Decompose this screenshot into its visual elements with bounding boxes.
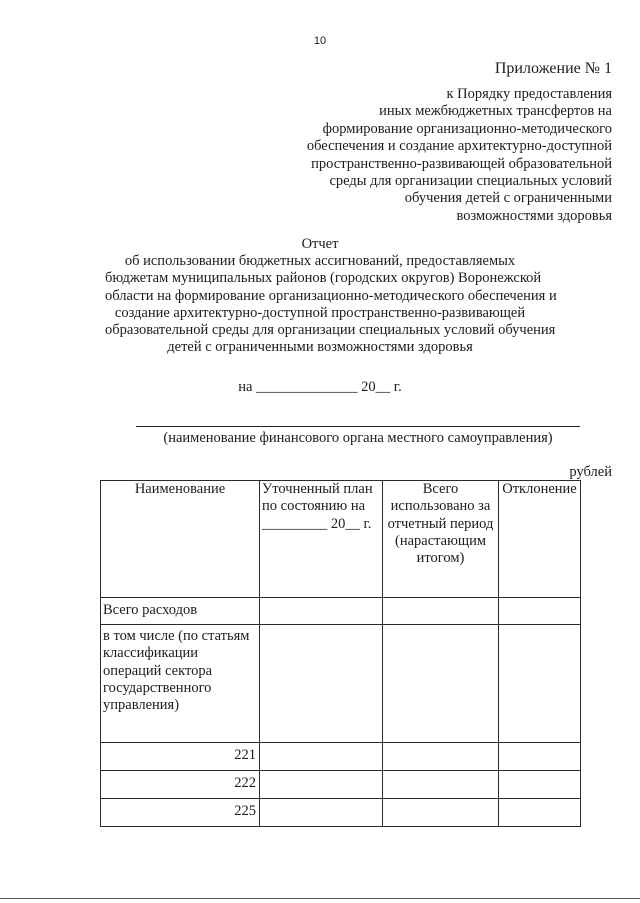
table-row xyxy=(101,771,581,799)
report-heading xyxy=(105,236,557,356)
table-cell xyxy=(499,598,581,625)
appendix-line: возможностями здоровья xyxy=(456,207,612,224)
appendix-text xyxy=(252,86,612,225)
report-table xyxy=(100,480,581,827)
appendix-title: Приложение № 1 xyxy=(494,60,612,77)
org-name-caption: (наименование финансового органа местного самоуправления) xyxy=(163,430,553,446)
row-label-including: в том числе (по статьям классификации операций сектора государственного управления) xyxy=(101,625,260,743)
report-line: образовательной среды для организации специальных условий обучения xyxy=(105,322,556,339)
table-cell xyxy=(383,743,499,771)
table-row xyxy=(101,799,581,827)
report-line: бюджетам муниципальных районов (городских округов) Воронежской xyxy=(105,270,542,287)
table-cell xyxy=(383,598,499,625)
currency-label: рублей xyxy=(569,464,612,480)
table-cell xyxy=(260,771,383,799)
table-cell xyxy=(499,799,581,827)
row-code: 225 xyxy=(101,799,260,827)
appendix-line: обеспечения и создание архитектурно-доступной xyxy=(306,138,612,155)
table-row xyxy=(101,598,581,625)
appendix-line: формирование организационно-методического xyxy=(322,120,612,137)
page-bottom-edge xyxy=(0,898,640,899)
table-header-row xyxy=(101,481,581,598)
org-name-underline xyxy=(136,426,580,427)
table-row xyxy=(101,625,581,743)
appendix-line: обучения детей с ограниченными xyxy=(404,190,612,207)
table-cell xyxy=(260,625,383,743)
table-cell xyxy=(383,799,499,827)
appendix-line: иных межбюджетных трансфертов на xyxy=(379,103,612,120)
appendix-line: среды для организации специальных условий xyxy=(329,173,612,190)
header-deviation: Отклонение xyxy=(499,481,581,598)
report-line: области на формирование организационно-методического обеспечения и xyxy=(105,287,557,304)
table-cell xyxy=(499,625,581,743)
table-cell xyxy=(499,771,581,799)
report-date-line: на ______________ 20__ г. xyxy=(238,379,402,395)
table-cell xyxy=(383,625,499,743)
row-label-total: Всего расходов xyxy=(101,598,260,625)
header-name: Наименование xyxy=(101,481,260,598)
row-code: 221 xyxy=(101,743,260,771)
table-cell xyxy=(499,743,581,771)
row-code: 222 xyxy=(101,771,260,799)
report-title: Отчет xyxy=(301,236,339,252)
appendix-line: к Порядку предоставления xyxy=(446,86,612,102)
report-line: создание архитектурно-доступной пространственно-развивающей xyxy=(114,304,526,321)
report-line: об использовании бюджетных ассигнований, предоставляемых xyxy=(124,253,516,270)
table-cell xyxy=(383,771,499,799)
header-used: Всего использовано за отчетный период (нарастающим итогом) xyxy=(383,481,499,598)
table-cell xyxy=(260,598,383,625)
appendix-line: пространственно-развивающей образовательной xyxy=(311,155,612,172)
table-cell xyxy=(260,743,383,771)
table-cell xyxy=(260,799,383,827)
header-plan: Уточненный план по состоянию на _________ 20__ г. xyxy=(260,481,383,598)
table-row xyxy=(101,743,581,771)
report-line: детей с ограниченными возможностями здоровья xyxy=(167,339,473,356)
page-number: 10 xyxy=(313,35,327,47)
